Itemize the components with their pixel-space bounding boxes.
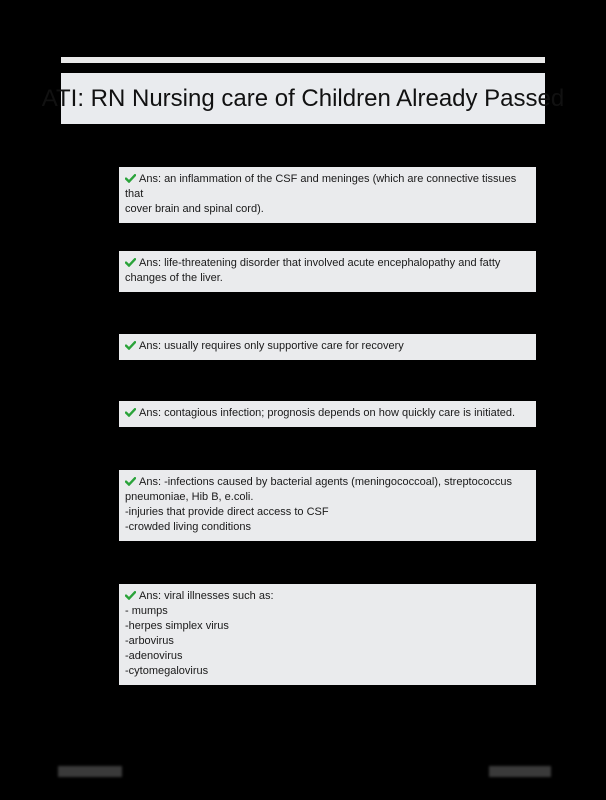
answer-line: cover brain and spinal cord). bbox=[125, 203, 264, 215]
answer-line bbox=[125, 475, 530, 490]
check-icon bbox=[125, 477, 136, 486]
answer-line bbox=[125, 406, 530, 421]
blurred-footer-left bbox=[58, 766, 122, 777]
answer-text: Ans: an inflammation of the CSF and meninges (which are connective tissues that bbox=[125, 173, 520, 200]
answer-line: -adenovirus bbox=[125, 650, 183, 662]
answer-line: -herpes simplex virus bbox=[125, 620, 229, 632]
answer-box bbox=[119, 334, 536, 360]
answer-line: - mumps bbox=[125, 605, 168, 617]
answer-text: Ans: life-threatening disorder that involved acute encephalopathy and fatty bbox=[139, 257, 501, 269]
answer-box bbox=[119, 251, 536, 292]
check-icon bbox=[125, 591, 136, 600]
answer-line: -arbovirus bbox=[125, 635, 174, 647]
document-title: ATI: RN Nursing care of Children Already Passed bbox=[41, 84, 565, 112]
check-icon bbox=[125, 408, 136, 417]
answer-text: Ans: contagious infection; prognosis depends on how quickly care is initiated. bbox=[139, 407, 516, 419]
answer-line bbox=[125, 339, 530, 354]
answer-line bbox=[125, 256, 530, 271]
answer-line bbox=[125, 172, 530, 202]
answer-box bbox=[119, 470, 536, 541]
answer-line: pneumoniae, Hib B, e.coli. bbox=[125, 491, 254, 503]
answer-text: Ans: usually requires only supportive care for recovery bbox=[139, 340, 404, 352]
answer-line bbox=[125, 589, 530, 604]
answer-text: Ans: viral illnesses such as: bbox=[139, 590, 274, 602]
answer-box bbox=[119, 584, 536, 685]
answer-line: changes of the liver. bbox=[125, 272, 223, 284]
answer-box bbox=[119, 167, 536, 223]
check-icon bbox=[125, 174, 136, 183]
answer-text: Ans: -infections caused by bacterial agents (meningococcoal), streptococcus bbox=[139, 476, 512, 488]
check-icon bbox=[125, 341, 136, 350]
top-divider bbox=[61, 57, 545, 63]
answer-line: -cytomegalovirus bbox=[125, 665, 209, 677]
check-icon bbox=[125, 258, 136, 267]
answer-line: -injuries that provide direct access to CSF bbox=[125, 506, 329, 518]
answer-line: -crowded living conditions bbox=[125, 521, 251, 533]
title-banner bbox=[41, 73, 565, 124]
blurred-footer-right bbox=[489, 766, 551, 777]
answer-box bbox=[119, 401, 536, 427]
